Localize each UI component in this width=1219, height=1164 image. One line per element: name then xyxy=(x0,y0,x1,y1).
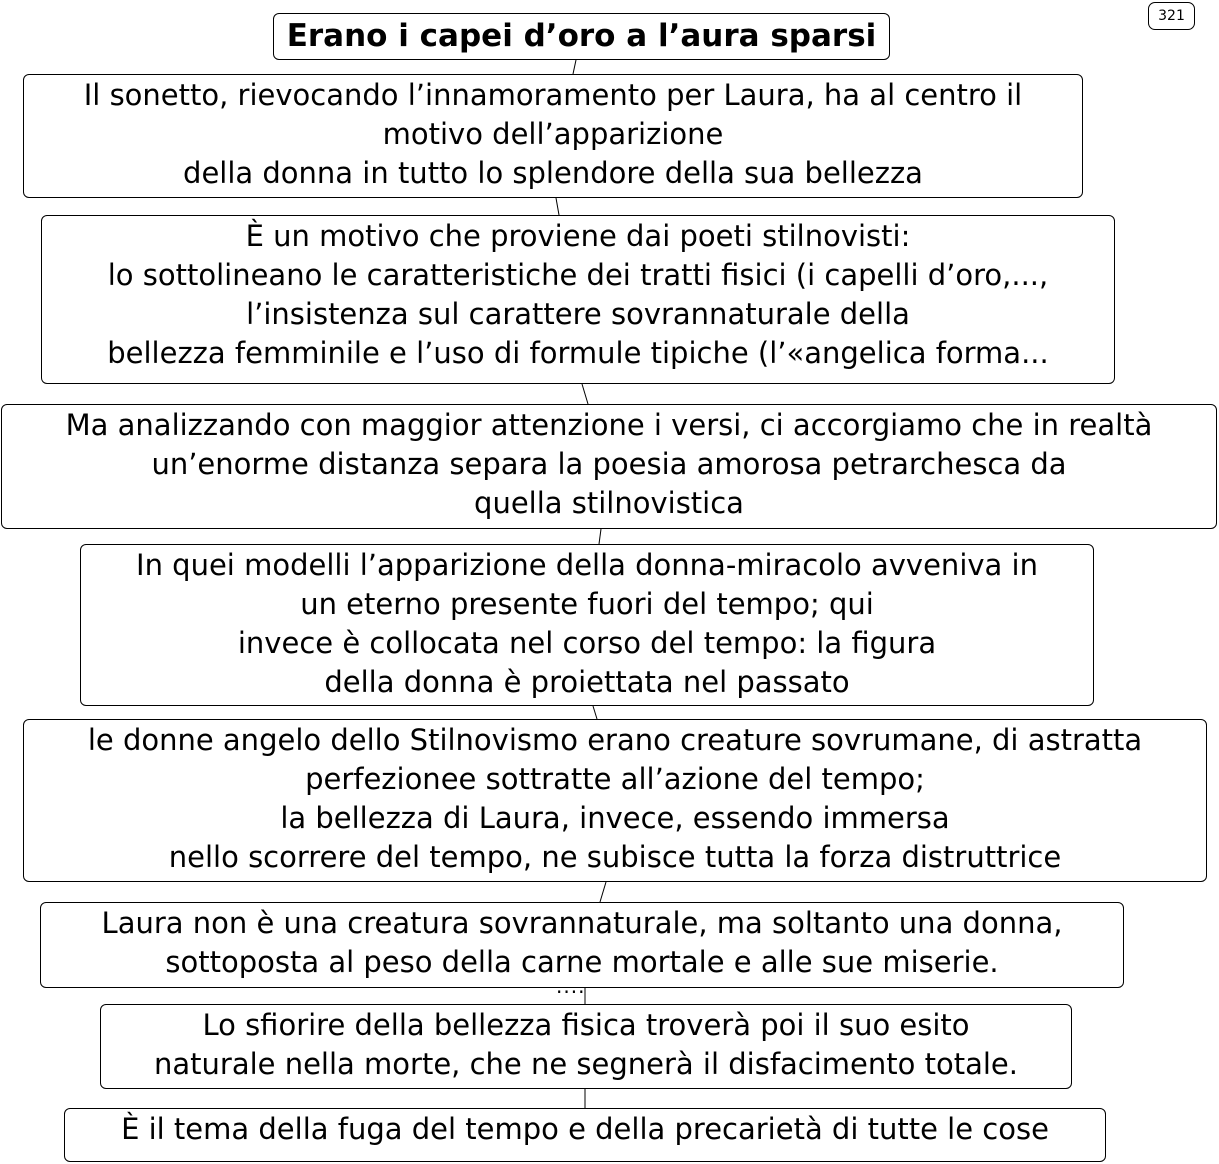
concept-node-2: È un motivo che proviene dai poeti stilnovisti: lo sottolineano le caratteristiche dei tratti fisici (i capelli d’oro,..., l’insistenza sul carattere sovrannaturale della bellezza femminile e l’uso di formule tipiche (l’«angelica forma... xyxy=(41,215,1115,384)
connector-n2-n3 xyxy=(582,384,588,404)
concept-node-5: le donne angelo dello Stilnovismo erano creature sovrumane, di astratta perfezionee sottratte all’azione del tempo; la bellezza di Laura, invece, essendo immersa nello scorrere del tempo, ne subisce tutta la forza distruttrice xyxy=(23,719,1207,882)
connector-title-n1 xyxy=(573,60,576,74)
concept-node-3: Ma analizzando con maggior attenzione i versi, ci accorgiamo che in realtà un’enorme distanza separa la poesia amorosa petrarchesca da quella stilnovistica xyxy=(1,404,1217,529)
concept-node-4: In quei modelli l’apparizione della donna-miracolo avveniva in un eterno presente fuori del tempo; qui invece è collocata nel corso del tempo: la figura della donna è proiettata nel passato xyxy=(80,544,1094,706)
connector-n1-n2 xyxy=(556,198,559,215)
connector-n4-n5 xyxy=(593,706,597,719)
concept-node-6: Laura non è una creatura sovrannaturale, ma soltanto una donna, sottoposta al peso della carne mortale e alle sue miserie. xyxy=(40,902,1124,988)
connector-n5-n6 xyxy=(600,882,606,902)
concept-node-8: È il tema della fuga del tempo e della precarietà di tutte le cose xyxy=(64,1108,1106,1162)
concept-node-7: Lo sfiorire della bellezza fisica troverà poi il suo esito naturale nella morte, che ne segnerà il disfacimento totale. xyxy=(100,1004,1072,1089)
map-title: Erano i capei d’oro a l’aura sparsi xyxy=(273,13,890,60)
page-number-badge: 321 xyxy=(1148,2,1195,30)
connector-n3-n4 xyxy=(599,529,601,544)
connector-ellipsis: .... xyxy=(556,974,586,998)
concept-node-1: Il sonetto, rievocando l’innamoramento per Laura, ha al centro il motivo dell’apparizione della donna in tutto lo splendore della sua bellezza xyxy=(23,74,1083,198)
